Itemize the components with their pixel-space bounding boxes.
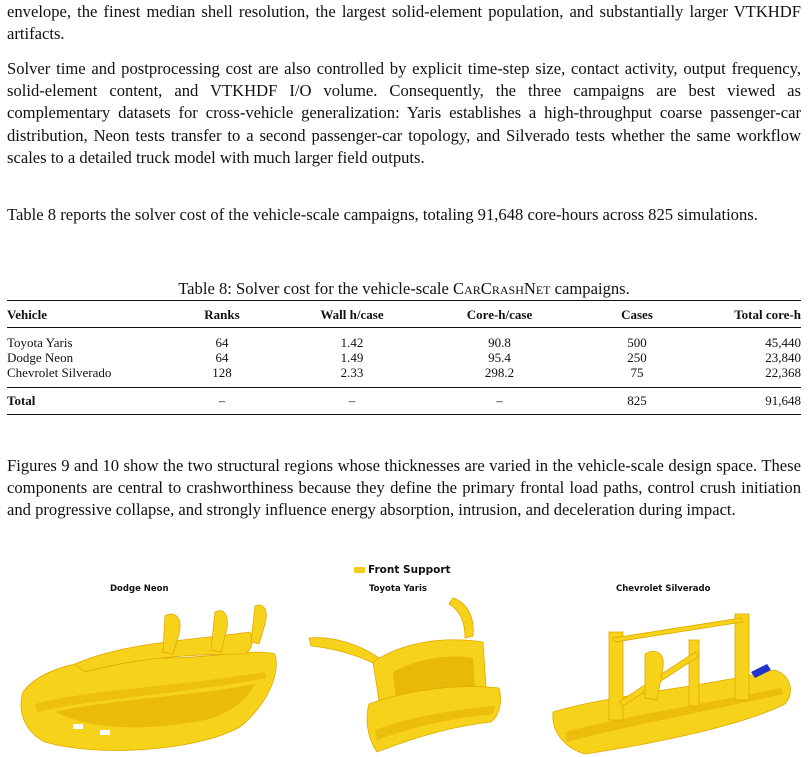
paragraph-1: envelope, the finest median shell resolution, the largest solid-element population, and substantially larger VTKHDF artifacts. xyxy=(7,2,801,44)
header-ranks: Ranks xyxy=(204,307,240,322)
cell-ranks: 64 xyxy=(215,350,229,365)
cell-cases: 75 xyxy=(630,365,644,380)
cell-cases: 250 xyxy=(627,350,647,365)
paragraph-4: Figures 9 and 10 show the two structural regions whose thicknesses are varied in the vehicle-scale design space. These components are central to crashworthiness because they define the primary frontal load paths, control crush initiation and progressive collapse, and strongly influence energy absorption, intrusion, and deceleration during impact. xyxy=(7,456,801,520)
cell-ranks: 64 xyxy=(215,335,229,350)
yaris-left-arm xyxy=(309,638,379,664)
table-caption xyxy=(7,279,801,299)
header-vehicle: Vehicle xyxy=(7,307,47,322)
legend-label: Front Support xyxy=(368,564,451,576)
header-core-h-case: Core-h/case xyxy=(466,307,533,322)
paragraph-2: Solver time and postprocessing cost are also controlled by explicit time-step size, contact activity, output frequency, solid-element content, and VTKHDF I/O volume. Consequently, the three campaigns are best viewed as complementary datasets for cross-vehicle generalization: Yaris establishes a high-throughput coarse passenger-car distribution, Neon tests transfer to a second passenger-car topology, and Silverado tests whether the same workflow scales to a detailed truck model with much larger field outputs. xyxy=(7,59,801,167)
caption-prefix: Table 8: Solver cost for the vehicle-scale xyxy=(178,279,454,298)
cell-total-core-h: 23,840 xyxy=(765,350,801,365)
cell-core-h-case: 298.2 xyxy=(484,365,515,380)
dodge-neon-render xyxy=(15,592,283,757)
figure-legend xyxy=(354,564,451,576)
table-total-row xyxy=(7,388,801,415)
cell-total-core-h: 91,648 xyxy=(765,393,801,408)
cell-vehicle: Toyota Yaris xyxy=(7,335,73,350)
table-header-row xyxy=(7,301,801,328)
panel-label-chevrolet-silverado: Chevrolet Silverado xyxy=(616,584,711,594)
neon-right-bracket xyxy=(251,605,266,644)
neon-slot-left xyxy=(73,724,83,729)
toyota-yaris-render xyxy=(303,592,523,757)
silverado-right-pillar xyxy=(735,614,749,700)
cell-vehicle: Dodge Neon xyxy=(7,350,74,365)
cell-vehicle: Chevrolet Silverado xyxy=(7,365,112,380)
cell-total-wall: – xyxy=(348,393,356,408)
table-row xyxy=(7,350,801,365)
cell-total-core-per-case: – xyxy=(496,393,503,408)
caption-dataset-name: CarCrashNet xyxy=(453,279,551,298)
cell-core-h-case: 90.8 xyxy=(488,335,511,350)
cell-wall-h-case: 2.33 xyxy=(340,365,364,380)
front-support-figure xyxy=(7,562,801,757)
cell-wall-h-case: 1.49 xyxy=(340,350,364,365)
panel-label-toyota-yaris: Toyota Yaris xyxy=(369,584,427,594)
cell-core-h-case: 95.4 xyxy=(488,350,511,365)
silverado-left-pillar xyxy=(609,632,623,720)
table-row xyxy=(7,328,801,351)
silverado-center-pillar xyxy=(689,640,699,706)
cell-total-ranks: – xyxy=(218,393,226,408)
cell-total-core-h: 45,440 xyxy=(765,335,801,350)
paragraph-3: Table 8 reports the solver cost of the vehicle-scale campaigns, totaling 91,648 core-hours across 825 simulations. xyxy=(7,205,758,224)
header-wall-h-case: Wall h/case xyxy=(320,307,384,322)
solver-cost-table xyxy=(7,300,801,415)
cell-cases: 500 xyxy=(627,335,647,350)
caption-suffix: campaigns. xyxy=(550,279,630,298)
neon-slot-right xyxy=(100,730,110,735)
silverado-cross-brace xyxy=(613,618,743,642)
cell-total-label: Total xyxy=(7,393,36,408)
yaris-right-arm xyxy=(449,598,473,638)
cell-total-cases: 825 xyxy=(627,393,647,408)
cell-wall-h-case: 1.42 xyxy=(340,335,364,350)
header-total-core-h: Total core-h xyxy=(734,307,801,322)
header-cases: Cases xyxy=(621,307,653,322)
panel-label-dodge-neon: Dodge Neon xyxy=(110,584,169,594)
cell-ranks: 128 xyxy=(212,365,232,380)
legend-swatch xyxy=(354,567,365,573)
chevrolet-silverado-render xyxy=(545,592,801,757)
table-row xyxy=(7,365,801,388)
cell-total-core-h: 22,368 xyxy=(765,365,801,380)
